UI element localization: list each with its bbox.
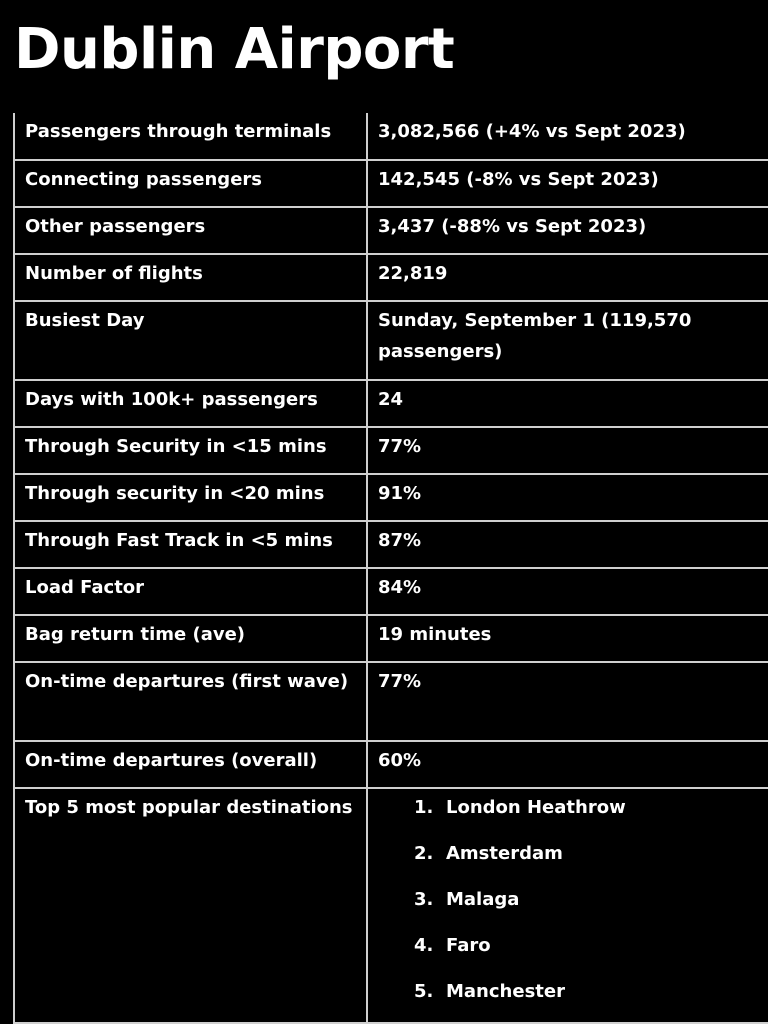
table-row — [14, 521, 768, 568]
row-value: 142,545 (-8% vs Sept 2023) — [367, 160, 768, 207]
table-row — [14, 207, 768, 254]
row-value: 24 — [367, 380, 768, 427]
row-value: 77% — [367, 427, 768, 474]
destination-name: Manchester — [446, 981, 565, 1002]
row-value: 77% — [367, 662, 768, 741]
row-value: 84% — [367, 568, 768, 615]
stats-table — [13, 113, 768, 1024]
row-value: 60% — [367, 741, 768, 788]
row-label: Other passengers — [14, 207, 367, 254]
list-number: 5. — [414, 981, 434, 1002]
table-row — [14, 254, 768, 301]
table-row — [14, 427, 768, 474]
table-row — [14, 741, 768, 788]
row-label: On-time departures (first wave) — [14, 662, 367, 741]
row-value: 19 minutes — [367, 615, 768, 662]
row-label: Through security in <20 mins — [14, 474, 367, 521]
page-title: Dublin Airport — [14, 17, 455, 82]
table-row — [14, 160, 768, 207]
row-label: Bag return time (ave) — [14, 615, 367, 662]
destination-name: Malaga — [446, 889, 520, 910]
table-row — [14, 568, 768, 615]
row-label: Top 5 most popular destinations — [14, 788, 367, 1023]
destination-name: Faro — [446, 935, 491, 956]
row-label: On-time departures (overall) — [14, 741, 367, 788]
row-value: 91% — [367, 474, 768, 521]
row-label: Busiest Day — [14, 301, 367, 380]
row-label: Passengers through terminals — [14, 113, 367, 160]
table-row — [14, 788, 768, 1023]
destinations-cell — [367, 788, 768, 1023]
list-item — [414, 792, 768, 838]
row-value: 22,819 — [367, 254, 768, 301]
destinations-list — [378, 792, 768, 1022]
table-row — [14, 380, 768, 427]
row-label: Days with 100k+ passengers — [14, 380, 367, 427]
destination-name: Amsterdam — [446, 843, 563, 864]
destination-name: London Heathrow — [446, 797, 626, 818]
list-number: 2. — [414, 843, 434, 864]
row-label: Number of flights — [14, 254, 367, 301]
row-label: Through Security in <15 mins — [14, 427, 367, 474]
list-number: 1. — [414, 797, 434, 818]
table-row — [14, 662, 768, 741]
list-number: 4. — [414, 935, 434, 956]
list-item — [414, 930, 768, 976]
row-value: 87% — [367, 521, 768, 568]
list-item — [414, 976, 768, 1022]
list-item — [414, 838, 768, 884]
list-item — [414, 884, 768, 930]
row-label: Load Factor — [14, 568, 367, 615]
table-row — [14, 113, 768, 160]
row-value: Sunday, September 1 (119,570 passengers) — [367, 301, 768, 380]
row-value: 3,082,566 (+4% vs Sept 2023) — [367, 113, 768, 160]
table-row — [14, 615, 768, 662]
table-row — [14, 301, 768, 380]
row-label: Through Fast Track in <5 mins — [14, 521, 367, 568]
table-row — [14, 474, 768, 521]
row-label: Connecting passengers — [14, 160, 367, 207]
row-value: 3,437 (-88% vs Sept 2023) — [367, 207, 768, 254]
list-number: 3. — [414, 889, 434, 910]
